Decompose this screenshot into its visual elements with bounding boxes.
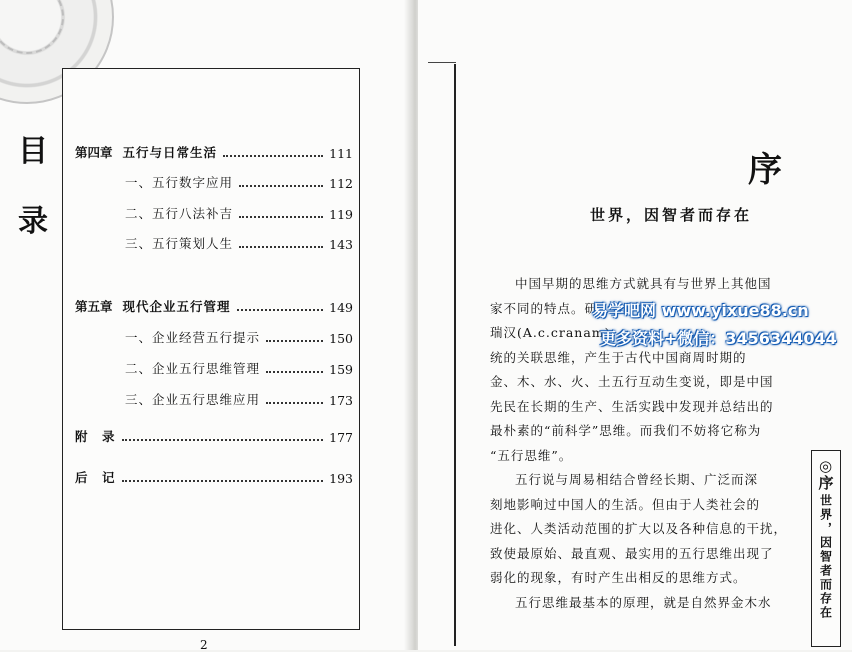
toc-entry-page: 112	[329, 176, 353, 191]
preface-page	[418, 0, 852, 650]
toc-entry-page: 149	[329, 300, 353, 315]
toc-entry-page: 173	[329, 393, 353, 408]
toc-entry-page: 143	[329, 237, 353, 252]
side-tab-text: 世界，因智者而存在	[818, 494, 833, 620]
preface-title: 序	[748, 150, 782, 190]
toc-entry	[125, 204, 353, 222]
toc-entry	[125, 173, 353, 191]
toc-leader-dots	[237, 309, 324, 311]
toc-leader-dots	[239, 216, 323, 218]
toc-entry-chapter-4	[75, 143, 353, 161]
watermark-line-2: 更多资料+微信：3456344044	[600, 329, 837, 348]
toc-entry	[125, 359, 353, 377]
toc-entry-title: 后 记	[75, 470, 116, 485]
toc-box	[62, 68, 360, 630]
margin-rule	[454, 64, 456, 646]
toc-entry-page: 193	[329, 471, 353, 486]
preface-line: “五行思维”。	[490, 447, 573, 463]
toc-entry	[125, 328, 353, 346]
preface-line: 金、木、水、火、土五行互动生变说，即是中国	[490, 374, 774, 389]
toc-entry	[125, 390, 353, 408]
side-tab-mark: ◎序	[816, 457, 835, 490]
toc-leader-dots	[266, 371, 323, 373]
preface-body-1	[490, 272, 788, 615]
preface-line: 统的关联思维，产生于古代中国商周时期的	[490, 349, 747, 365]
toc-leader-dots	[122, 439, 324, 441]
toc-entry-page: 159	[329, 362, 353, 377]
preface-line: 最朴素的“前科学”思维。而我们不妨将它称为	[490, 423, 762, 438]
preface-line: 中国早期的思维方式就具有与世界上其他国	[515, 276, 772, 291]
page-number: 2	[200, 638, 208, 652]
toc-entry-page: 111	[329, 146, 353, 161]
toc-entry-afterword	[75, 468, 353, 486]
preface-subtitle: 世界，因智者而存在	[590, 206, 753, 224]
preface-line: 五行说与周易相结合曾经长期、广泛而深	[515, 472, 759, 487]
toc-entry-title: 二、企业五行思维管理	[125, 361, 261, 376]
preface-line: 瑞汉(A.c.cranam)	[490, 325, 611, 340]
toc-leader-dots	[266, 340, 323, 342]
preface-line: 家不同的特点。研	[490, 300, 599, 316]
toc-entry-title: 一、五行数字应用	[125, 175, 234, 190]
toc-entry	[125, 234, 353, 252]
toc-entry-page: 119	[329, 207, 353, 222]
toc-entry-title: 附 录	[75, 429, 116, 444]
toc-page	[0, 0, 410, 650]
toc-entry-appendix	[75, 427, 353, 445]
preface-line: 五行思维最基本的原理，就是自然界金木水	[515, 594, 772, 610]
preface-line: 致使最原始、最直观、最实用的五行思维出现了	[490, 545, 774, 561]
toc-heading-bottom: 录	[18, 204, 48, 239]
toc-entry-title: 三、企业五行思维应用	[125, 392, 261, 407]
watermark-line-1: 易学吧网 www.yixue88.cn	[592, 301, 809, 320]
toc-entry-page: 177	[329, 430, 353, 445]
top-rule	[428, 62, 456, 63]
toc-entry-chapter-5	[75, 297, 353, 315]
toc-leader-dots	[122, 480, 324, 482]
toc-entry-title: 三、五行策划人生	[125, 236, 234, 251]
preface-line: 弱化的现象，有时产生出相反的思维方式。	[490, 570, 747, 585]
toc-entry-title: 二、五行八法补吉	[125, 206, 234, 221]
toc-entry-number: 第五章	[75, 299, 113, 314]
toc-entry-title: 一、企业经营五行提示	[125, 330, 261, 345]
toc-entry-title: 现代企业五行管理	[122, 299, 231, 314]
toc-leader-dots	[239, 246, 323, 248]
preface-line: 先民在长期的生产、生活实践中发现并总结出的	[490, 398, 774, 414]
toc-leader-dots	[266, 402, 323, 404]
toc-entry-title: 五行与日常生活	[122, 145, 218, 160]
toc-heading-top: 目	[18, 134, 48, 169]
toc-entry-number: 第四章	[75, 145, 113, 160]
preface-line: 刻地影响过中国人的生活。但由于人类社会的	[490, 496, 761, 512]
preface-line: 进化、人类活动范围的扩大以及各种信息的干扰，	[490, 521, 788, 536]
side-tab	[811, 450, 841, 647]
toc-entry-page: 150	[329, 331, 353, 346]
toc-leader-dots	[239, 185, 323, 187]
toc-leader-dots	[223, 155, 323, 157]
